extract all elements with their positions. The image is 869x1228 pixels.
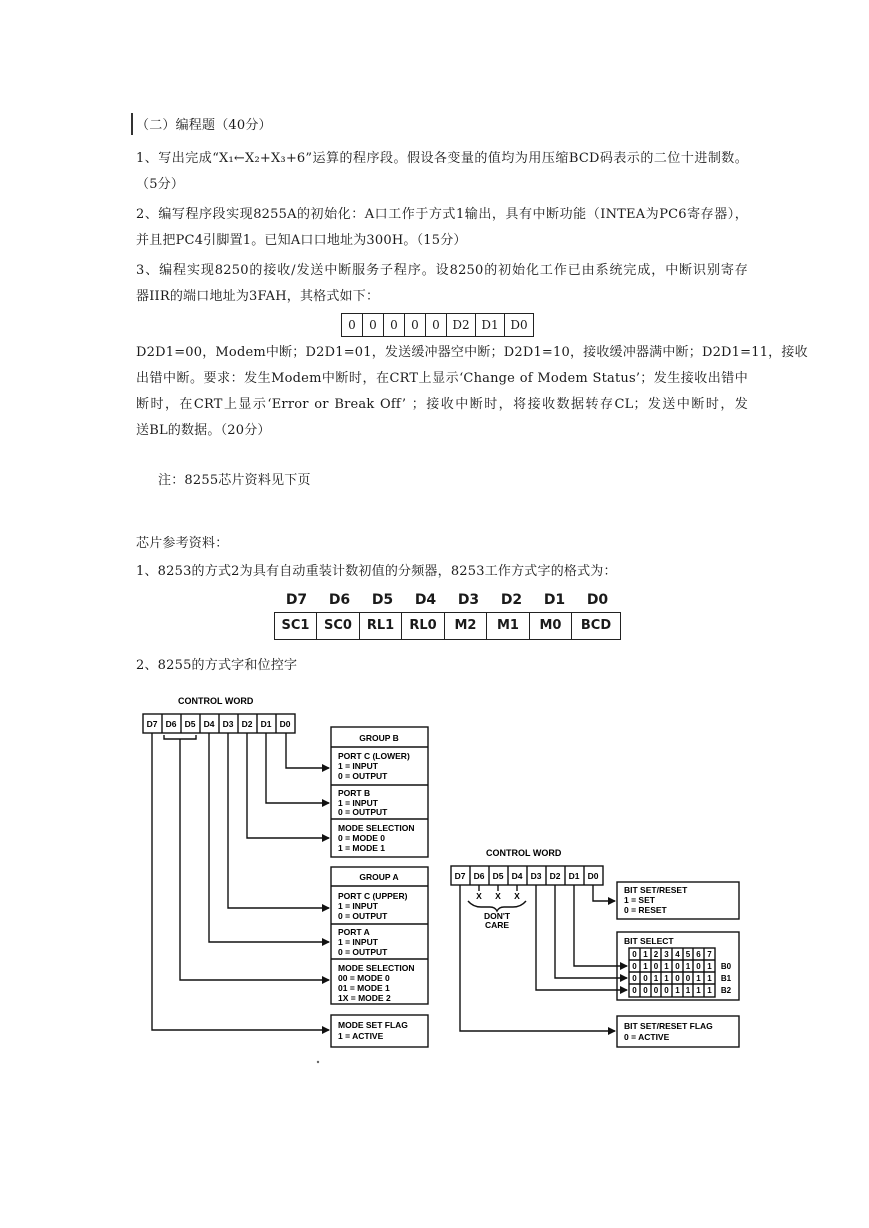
iir-cell: D1 (475, 313, 505, 337)
mode-sel-a-title: MODE SELECTION (338, 963, 415, 973)
left-bit-label: D0 (279, 719, 291, 729)
bit-header: D0 (586, 592, 609, 608)
dont-care-x: X (476, 891, 482, 901)
q3-line4: 出错中断。要求：发生Modem中断时，在CRT上显示‘Change of Modem Status’；发生接收出错中 (136, 371, 748, 386)
section-title: （二）编程题（40分） (136, 118, 272, 133)
mode-sel-b-l1: 0 = MODE 0 (338, 833, 386, 843)
bit-select-cell: 0 (632, 962, 637, 971)
iir-cell: D0 (504, 313, 534, 337)
bit-select-cell: 0 (653, 962, 659, 971)
bit-select-row-label: B1 (720, 974, 732, 983)
bit-header: D4 (414, 592, 437, 608)
mode-field: RL0 (401, 612, 445, 640)
bit-select-row-label: B2 (720, 986, 732, 995)
iir-cell: 0 (404, 313, 426, 337)
mode-sel-b-title: MODE SELECTION (338, 823, 415, 833)
mode-field: M0 (529, 612, 573, 640)
bit-select-cell: 1 (696, 974, 701, 983)
bit-select-cell: 0 (643, 986, 648, 995)
ref-title: 芯片参考资料： (136, 536, 229, 551)
bsr-flag-title: BIT SET/RESET FLAG (624, 1021, 713, 1031)
port-b-title: PORT B (338, 788, 371, 798)
mode-sel-a-l1: 00 = MODE 0 (338, 973, 390, 983)
mode-field: BCD (571, 612, 621, 640)
q2-line1: 2、编写程序段实现8255A的初始化：A口工作于方式1输出，具有中断功能（INTEA为PC6寄存器）， (136, 207, 748, 222)
mode-field: M1 (486, 612, 530, 640)
right-bit-label: D4 (511, 871, 523, 881)
mode-field: M2 (444, 612, 488, 640)
port-c-lower-title: PORT C (LOWER) (338, 751, 410, 761)
bit-select-cell: 0 (653, 986, 659, 995)
bit-select-hdr: 6 (696, 950, 701, 959)
mode-field: SC1 (274, 612, 318, 640)
port-c-lower-l2: 0 = OUTPUT (338, 771, 388, 781)
q3-line2: 器IIR的端口地址为3FAH，其格式如下： (136, 289, 380, 304)
bit-select-cell: 1 (707, 986, 712, 995)
bit-select-cell: 1 (696, 986, 701, 995)
bit-select-hdr: 1 (643, 950, 648, 959)
bit-select-cell: 0 (664, 986, 669, 995)
port-a-l2: 0 = OUTPUT (338, 947, 388, 957)
iir-cell: 0 (425, 313, 447, 337)
right-bit-label: D6 (473, 871, 485, 881)
dont-care-l2: CARE (484, 920, 510, 930)
note: 注：8255芯片资料见下页 (158, 473, 311, 488)
q2-line2: 并且把PC4引脚置1。已知A口口地址为300H。（15分） (136, 233, 467, 248)
dont-care-x: X (514, 891, 520, 901)
left-bit-label: D5 (184, 719, 196, 729)
port-a-l1: 1 = INPUT (338, 937, 378, 947)
group-b-header: GROUP B (359, 733, 399, 743)
bit-select-row-label: B0 (720, 962, 732, 971)
right-bit-label: D7 (454, 871, 466, 881)
mode-flag-title: MODE SET FLAG (338, 1020, 408, 1030)
port-a-title: PORT A (338, 927, 370, 937)
mode-flag-l1: 1 = ACTIVE (338, 1031, 384, 1041)
bit-select-cell: 0 (675, 974, 680, 983)
port-c-upper-l1: 1 = INPUT (338, 901, 378, 911)
port-b-l2: 0 = OUTPUT (338, 807, 388, 817)
iir-cell: 0 (341, 313, 363, 337)
right-cw-title: CONTROL WORD (486, 848, 562, 858)
bit-select-cell: 0 (675, 962, 680, 971)
iir-cell: D2 (446, 313, 476, 337)
bit-set-reset-title: BIT SET/RESET (624, 885, 688, 895)
left-bit-label: D7 (146, 719, 158, 729)
q1-line2: （5分） (136, 177, 185, 192)
q3-line5: 断时，在CRT上显示‘Error or Break Off’ ；接收中断时，将接收数据转存CL；发送中断时，发 (136, 397, 748, 412)
ref2-text: 2、8255的方式字和位控字 (136, 658, 298, 673)
bit-select-cell: 0 (696, 962, 701, 971)
bit-select-title: BIT SELECT (624, 936, 674, 946)
bit-select-hdr: 4 (675, 950, 680, 959)
left-bit-label: D3 (222, 719, 234, 729)
port-c-upper-l2: 0 = OUTPUT (338, 911, 388, 921)
dont-care-l1: DON'T (483, 911, 511, 921)
bit-select-hdr: 7 (707, 950, 712, 959)
mode-sel-a-l3: 1X = MODE 2 (338, 993, 391, 1003)
bit-select-cell: 1 (643, 962, 648, 971)
q1-line1: 1、写出完成“X₁←X₂+X₃+6”运算的程序段。假设各变量的值均为用压缩BCD码表示的二位十进制数。 (136, 151, 748, 166)
bit-select-cell: 1 (685, 962, 691, 971)
right-bit-label: D2 (549, 871, 561, 881)
bit-select-cell: 1 (675, 986, 680, 995)
bit-select-cell: 1 (653, 974, 659, 983)
bit-header: D1 (543, 592, 566, 608)
right-bit-label: D1 (568, 871, 580, 881)
left-cw-title: CONTROL WORD (178, 696, 254, 706)
mode-sel-b-l2: 1 = MODE 1 (338, 843, 386, 853)
bit-select-hdr: 0 (632, 950, 637, 959)
bit-select-cell: 1 (707, 962, 712, 971)
q3-line6: 送BL的数据。（20分） (136, 423, 271, 438)
left-bit-label: D4 (203, 719, 215, 729)
bit-select-cell: 1 (685, 986, 691, 995)
port-b-l1: 1 = INPUT (338, 798, 378, 808)
bit-select-cell: 0 (685, 974, 691, 983)
bit-header: D3 (457, 592, 480, 608)
bit-select-cell: 1 (664, 974, 669, 983)
right-bit-label: D0 (587, 871, 599, 881)
mode-field: RL1 (359, 612, 403, 640)
bit-select-cell: 0 (643, 974, 648, 983)
left-bit-label: D6 (165, 719, 177, 729)
left-bit-label: D2 (241, 719, 253, 729)
mode-sel-a-l2: 01 = MODE 1 (338, 983, 390, 993)
bit-select-cell: 1 (707, 974, 712, 983)
left-bit-label: D1 (260, 719, 272, 729)
iir-cell: 0 (362, 313, 384, 337)
bit-select-cell: 1 (664, 962, 669, 971)
dont-care-x: X (495, 891, 501, 901)
speck (317, 1061, 319, 1063)
iir-cell: 0 (383, 313, 405, 337)
bit-select-hdr: 5 (685, 950, 691, 959)
q3-line1: 3、编程实现8250的接收/发送中断服务子程序。设8250的初始化工作已由系统完成，中断识别寄存 (136, 263, 748, 278)
port-c-lower-l1: 1 = INPUT (338, 761, 378, 771)
bit-select-cell: 0 (632, 986, 637, 995)
bit-select-hdr: 2 (653, 950, 659, 959)
q3-line3: D2D1=00，Modem中断；D2D1=01，发送缓冲器空中断；D2D1=10，接收缓冲器满中断；D2D1=11，接收 (136, 345, 808, 360)
right-bit-label: D3 (530, 871, 542, 881)
group-a-header: GROUP A (359, 872, 399, 882)
bit-header: D5 (371, 592, 394, 608)
bit-set-reset-l2: 0 = RESET (624, 905, 667, 915)
bit-set-reset-l1: 1 = SET (624, 895, 655, 905)
port-c-upper-title: PORT C (UPPER) (338, 891, 408, 901)
bit-select-cell: 0 (632, 974, 637, 983)
right-bit-label: D5 (492, 871, 504, 881)
bit-header: D2 (500, 592, 523, 608)
bit-header: D6 (328, 592, 351, 608)
bit-header: D7 (285, 592, 308, 608)
mode-field: SC0 (316, 612, 360, 640)
bsr-flag-l1: 0 = ACTIVE (624, 1032, 670, 1042)
bit-select-hdr: 3 (664, 950, 669, 959)
ref1-text: 1、8253的方式2为具有自动重装计数初值的分频器，8253工作方式字的格式为： (136, 564, 617, 579)
